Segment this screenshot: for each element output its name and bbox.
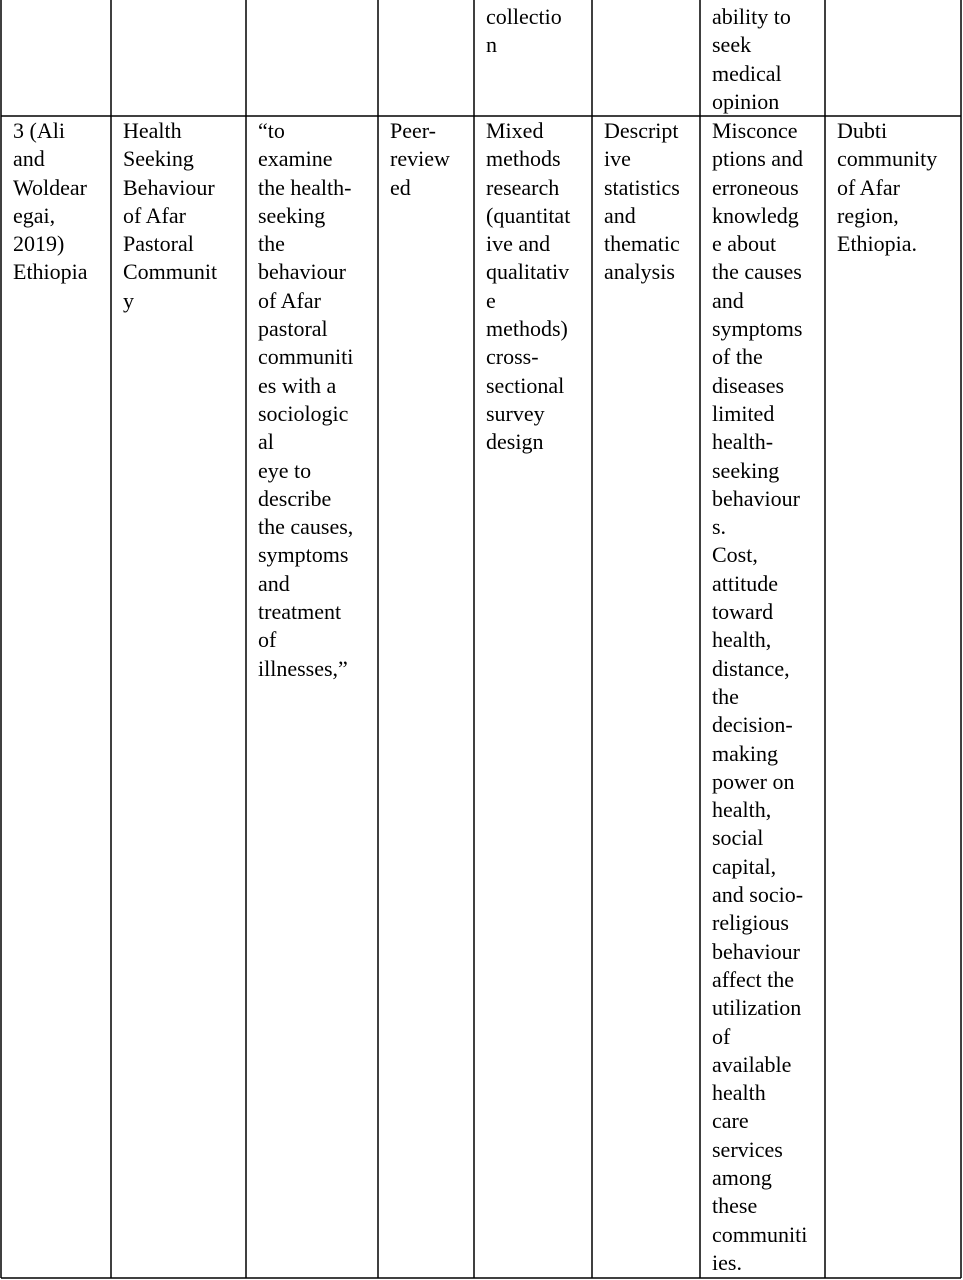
cell-analysis: Descript ive statistics and thematic analysis bbox=[604, 118, 680, 285]
cell-findings-continued: ability to seek medical opinion bbox=[712, 4, 791, 114]
cell-design: Mixed methods research (quantitat ive and qualitativ e methods) cross- sectional survey design bbox=[486, 118, 571, 455]
cell-setting: Dubti community of Afar region, Ethiopia. bbox=[837, 118, 938, 257]
cell-aim: “to examine the health- seeking the behaviour of Afar pastoral communiti es with a sociologic al eye to describe the causes, symptoms and treatment of illnesses,” bbox=[258, 118, 354, 681]
cell-source: Peer- review ed bbox=[390, 118, 450, 200]
cell-design-continued: collectio n bbox=[486, 4, 562, 58]
cell-title: Health Seeking Behaviour of Afar Pastoral Communit y bbox=[123, 118, 218, 313]
cell-study: 3 (Ali and Woldear egai, 2019) Ethiopia bbox=[13, 118, 88, 285]
cell-findings: Misconce ptions and erroneous knowledg e about the causes and symptoms of the diseases limited health- seeking behaviour s. Cost, attitude toward health, distance, the decision- making power on health, social capital, and socio- religious behaviour affect the utilization of available health care services among these communiti ies. bbox=[712, 118, 808, 1275]
